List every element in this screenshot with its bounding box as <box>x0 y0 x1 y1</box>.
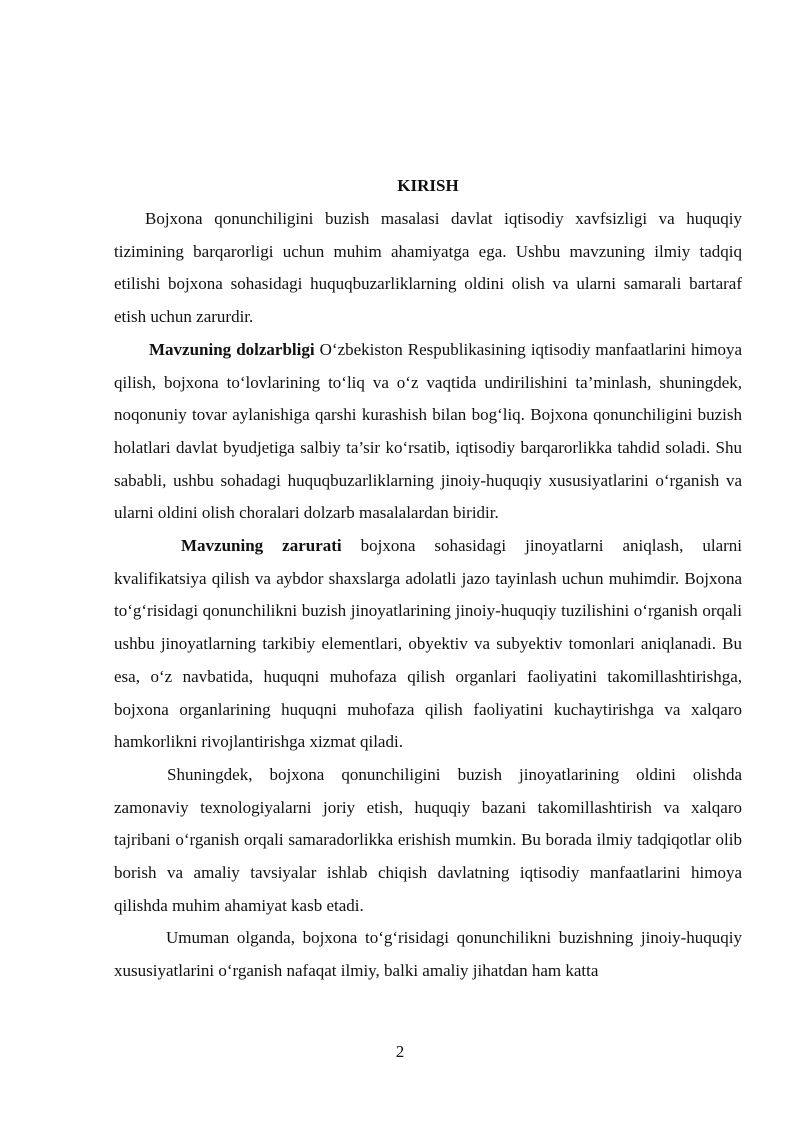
paragraph-relevance-text: O‘zbekiston Respublikasining iqtisodiy manfaatlarini himoya qilish, bojxona to‘lovlarining to‘liq va o‘z vaqtida undirilishini ta’minlash, shuningdek, noqonuniy tovar aylanishiga qarshi kurashish bilan bog‘liq. Bojxona qonunchiligini buzish holatlari davlat byudjetiga salbiy ta’sir ko‘rsatib, iqtisodiy barqarorlikka tahdid soladi. Shu sababli, ushbu sohadagi huquqbuzarliklarning jinoiy-huquqiy xususiyatlarini o‘rganish va ularni oldini olish choralari dolzarb masalalardan biridir. <box>114 339 743 523</box>
paragraph-technology <box>114 759 742 923</box>
paragraph-necessity <box>114 530 742 759</box>
paragraph-technology-text: Shuningdek, bojxona qonunchiligini buzish jinoyatlarining oldini olishda zamonaviy texnologiyalarni joriy etish, huquqiy bazani takomillashtirish va xalqaro tajribani o‘rganish orqali samaradorlikka erishish mumkin. Bu borada ilmiy tadqiqotlar olib borish va amaliy tavsiyalar ishlab chiqish davlatning iqtisodiy manfaatlarini himoya qilishda muhim ahamiyat kasb etadi. <box>114 764 742 915</box>
section-title: KIRISH <box>397 176 459 195</box>
paragraph-necessity-lead: Mavzuning zarurati <box>181 536 342 556</box>
paragraph-conclusion-text: Umuman olganda, bojxona to‘g‘risidagi qonunchilikni buzishning jinoiy-huquqiy xususiyatlarini o‘rganish nafaqat ilmiy, balki amaliy jihatdan ham katta <box>114 928 742 981</box>
paragraph-intro <box>114 203 742 334</box>
paragraph-relevance <box>114 334 742 530</box>
paragraph-relevance-lead: Mavzuning dolzarbligi <box>149 339 315 359</box>
paragraph-necessity-text: bojxona sohasidagi jinoyatlarni aniqlash, ularni kvalifikatsiya qilish va aybdor shaxslarga adolatli jazo tayinlash uchun muhimdir. Bojxona to‘g‘risidagi qonunchilikni buzish jinoyatlarining jinoiy-huquqiy tuzilishini o‘rganish orqali ushbu jinoyatlarning tarkibiy elementlari, obyektiv va subyektiv tomonlari aniqlanadi. Bu esa, o‘z navbatida, huquqni muhofaza qilish organlari faoliyatini takomillashtirishga, bojxona organlarining huquqni muhofaza qilish faoliyatini kuchaytirishga va xalqaro hamkorlikni rivojlantirishga xizmat qiladi. <box>114 536 742 752</box>
page-number: 2 <box>395 1042 405 1061</box>
document-page <box>114 172 742 988</box>
paragraph-intro-text: Bojxona qonunchiligini buzish masalasi davlat iqtisodiy xavfsizligi va huquqiy tizimining barqarorligi uchun muhim ahamiyatga ega. Ushbu mavzuning ilmiy tadqiq etilishi bojxona sohasidagi huquqbuzarliklarning oldini olish va ularni samarali bartaraf etish uchun zarurdir. <box>114 209 742 327</box>
paragraph-conclusion <box>114 922 742 987</box>
